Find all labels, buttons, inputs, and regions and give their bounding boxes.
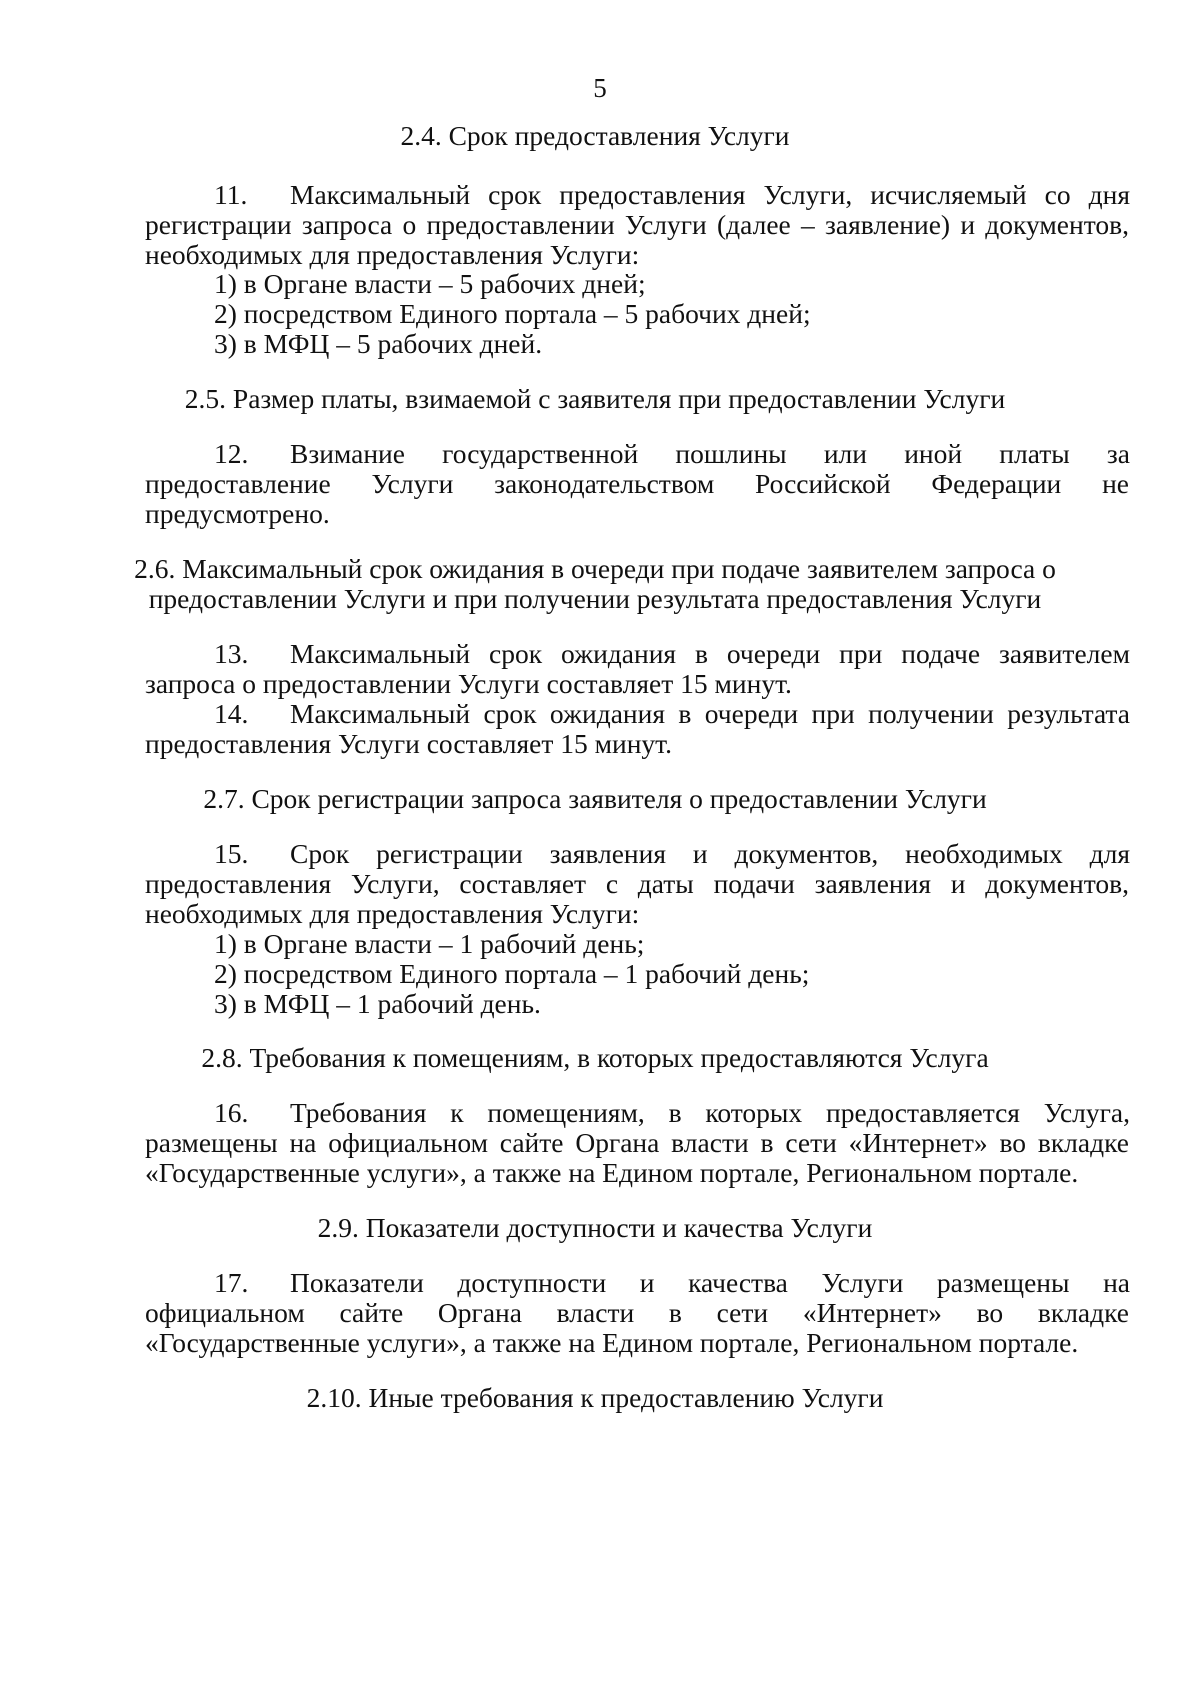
paragraph-number-17: 17.	[214, 1267, 249, 1298]
section-heading-2-7: 2.7. Срок регистрации запроса заявителя о предоставлении Услуги	[203, 783, 987, 814]
list-item: 1) в Органе власти – 1 рабочий день;	[214, 928, 645, 959]
paragraph-11-line-2: регистрации запроса о предоставлении Услуги (далее – заявление) и документов,	[145, 209, 1129, 240]
paragraph-11-line-1: Максимальный срок предоставления Услуги, исчисляемый со дня	[290, 179, 1130, 210]
paragraph-number-13: 13.	[214, 638, 249, 669]
section-heading-2-6-line-1: 2.6. Максимальный срок ожидания в очереди при подаче заявителем запроса о	[134, 553, 1056, 584]
paragraph-17-line-3: «Государственные услуги», а также на Едином портале, Региональном портале.	[145, 1327, 1079, 1358]
paragraph-12-line-2: предоставление Услуги законодательством Российской Федерации не	[145, 468, 1129, 499]
paragraph-number-14: 14.	[214, 698, 249, 729]
list-item: 2) посредством Единого портала – 5 рабочих дней;	[214, 298, 811, 329]
paragraph-15-line-2: предоставления Услуги, составляет с даты подачи заявления и документов,	[145, 868, 1129, 899]
section-heading-2-4: 2.4. Срок предоставления Услуги	[400, 120, 790, 151]
section-heading-2-9: 2.9. Показатели доступности и качества Услуги	[317, 1212, 873, 1243]
paragraph-number-16: 16.	[214, 1097, 249, 1128]
paragraph-15-line-3: необходимых для предоставления Услуги:	[145, 898, 640, 929]
section-heading-2-5: 2.5. Размер платы, взимаемой с заявителя при предоставлении Услуги	[184, 383, 1006, 414]
paragraph-13-line-2: запроса о предоставлении Услуги составляет 15 минут.	[145, 668, 792, 699]
paragraph-16-line-2: размещены на официальном сайте Органа власти в сети «Интернет» во вкладке	[145, 1127, 1129, 1158]
paragraph-16-line-1: Требования к помещениям, в которых предоставляется Услуга,	[290, 1097, 1130, 1128]
section-heading-2-6-line-2: предоставлении Услуги и при получении результата предоставления Услуги	[148, 583, 1042, 614]
paragraph-16-line-3: «Государственные услуги», а также на Едином портале, Региональном портале.	[145, 1157, 1079, 1188]
paragraph-number-15: 15.	[214, 838, 249, 869]
paragraph-17-line-2: официальном сайте Органа власти в сети «Интернет» во вкладке	[145, 1297, 1129, 1328]
section-heading-2-10: 2.10. Иные требования к предоставлению Услуги	[306, 1382, 884, 1413]
paragraph-number-12: 12.	[214, 438, 249, 469]
paragraph-13-line-1: Максимальный срок ожидания в очереди при подаче заявителем	[290, 638, 1130, 669]
paragraph-14-line-1: Максимальный срок ожидания в очереди при получении результата	[290, 698, 1130, 729]
paragraph-12-line-1: Взимание государственной пошлины или иной платы за	[290, 438, 1130, 469]
section-heading-2-8: 2.8. Требования к помещениям, в которых предоставляются Услуга	[201, 1042, 989, 1073]
paragraph-15-line-1: Срок регистрации заявления и документов, необходимых для	[290, 838, 1130, 869]
paragraph-14-line-2: предоставления Услуги составляет 15 минут.	[145, 728, 673, 759]
paragraph-17-line-1: Показатели доступности и качества Услуги размещены на	[290, 1267, 1130, 1298]
paragraph-11-line-3: необходимых для предоставления Услуги:	[145, 239, 640, 270]
list-item: 2) посредством Единого портала – 1 рабочий день;	[214, 958, 810, 989]
paragraph-number-11: 11.	[214, 179, 248, 210]
list-item: 3) в МФЦ – 5 рабочих дней.	[214, 328, 543, 359]
list-item: 3) в МФЦ – 1 рабочий день.	[214, 988, 541, 1019]
list-item: 1) в Органе власти – 5 рабочих дней;	[214, 268, 646, 299]
page-number: 5	[593, 73, 607, 103]
paragraph-12-line-3: предусмотрено.	[145, 498, 330, 529]
